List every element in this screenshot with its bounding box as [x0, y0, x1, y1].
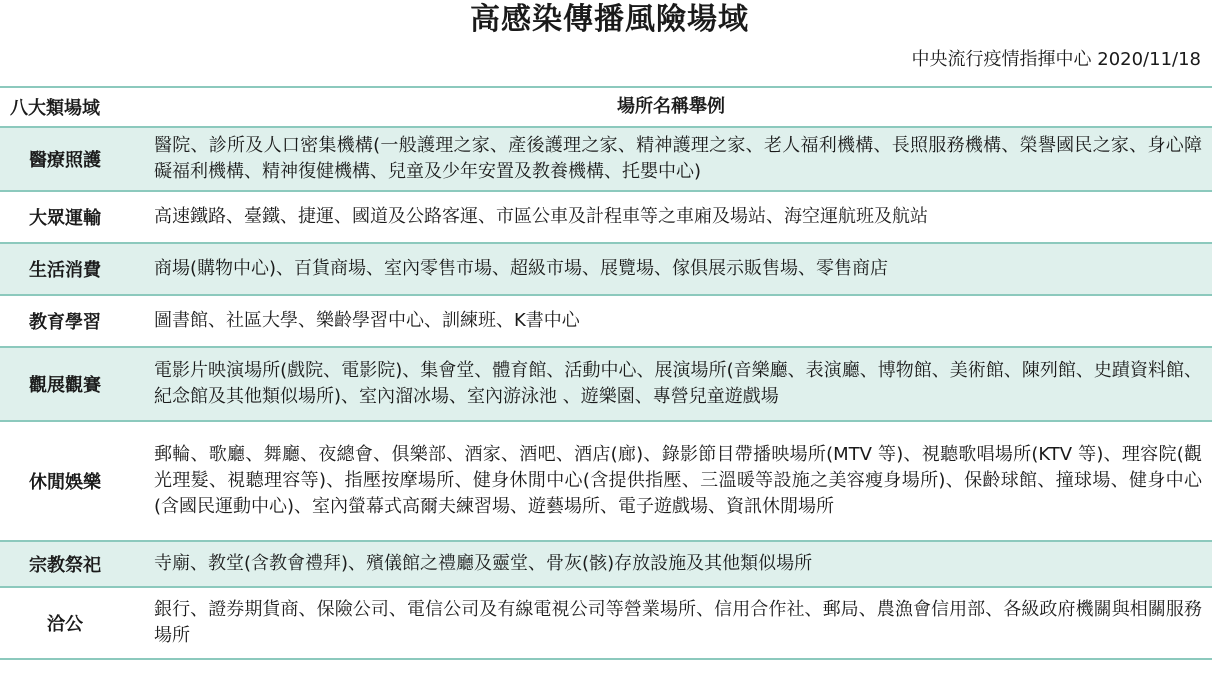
row-category: 醫療照護 — [29, 150, 101, 171]
page-title: 高感染傳播風險場域 — [470, 2, 749, 37]
row-examples: 銀行、證券期貨商、保險公司、電信公司及有線電視公司等營業場所、信用合作社、郵局、農漁會信用部、各級政府機關與相關服務場所 — [154, 599, 1202, 646]
source-and-date: 中央流行疫情指揮中心 2020/11/18 — [911, 49, 1201, 70]
row-examples: 醫院、診所及人口密集機構(一般護理之家、產後護理之家、精神護理之家、老人福利機構、長照服務機構、榮譽國民之家、身心障礙福利機構、精神復健機構、兒童及少年安置及教養機構、托嬰中心) — [154, 135, 1202, 182]
row-category: 洽公 — [47, 614, 83, 635]
table-header — [0, 88, 1212, 128]
table-row — [0, 296, 1212, 348]
table-row — [0, 348, 1212, 422]
row-category: 宗教祭祀 — [29, 555, 101, 576]
table-row — [0, 588, 1212, 660]
row-category: 大眾運輸 — [29, 208, 101, 229]
row-examples: 商場(購物中心)、百貨商場、室內零售市場、超級市場、展覽場、傢俱展示販售場、零售商店 — [154, 258, 889, 279]
table-row — [0, 128, 1212, 192]
row-examples: 圖書館、社區大學、樂齡學習中心、訓練班、K書中心 — [154, 310, 580, 331]
row-examples: 電影片映演場所(戲院、電影院)、集會堂、體育館、活動中心、展演場所(音樂廳、表演廳、博物館、美術館、陳列館、史蹟資料館、紀念館及其他類似場所)、室內溜冰場、室內游泳池 、遊樂園、專營兒童遊戲場 — [154, 360, 1202, 407]
table-row — [0, 422, 1212, 542]
row-examples: 高速鐵路、臺鐵、捷運、國道及公路客運、市區公車及計程車等之車廂及場站、海空運航班及航站 — [154, 206, 928, 227]
category-column-header: 八大類場域 — [10, 98, 100, 119]
row-category: 觀展觀賽 — [29, 375, 101, 396]
examples-column-header: 場所名稱舉例 — [617, 96, 725, 117]
row-category: 休閒娛樂 — [29, 472, 101, 493]
row-category: 生活消費 — [29, 260, 101, 281]
table-row — [0, 192, 1212, 244]
table-row — [0, 244, 1212, 296]
venue-table — [0, 86, 1212, 660]
table-row — [0, 542, 1212, 588]
row-category: 教育學習 — [29, 312, 101, 333]
row-examples: 寺廟、教堂(含教會禮拜)、殯儀館之禮廳及靈堂、骨灰(骸)存放設施及其他類似場所 — [154, 553, 813, 574]
row-examples: 郵輪、歌廳、舞廳、夜總會、俱樂部、酒家、酒吧、酒店(廊)、錄影節目帶播映場所(MTV 等)、視聽歌唱場所(KTV 等)、理容院(觀光理髮、視聽理容等)、指壓按摩場所、健身休閒中心(含提供指壓、三溫暖等設施之美容瘦身場所)、保齡球館、撞球場、健身中心(含國民運動中心)、室內螢幕式高爾夫練習場、遊藝場所、電子遊戲場、資訊休閒場所 — [154, 444, 1202, 517]
